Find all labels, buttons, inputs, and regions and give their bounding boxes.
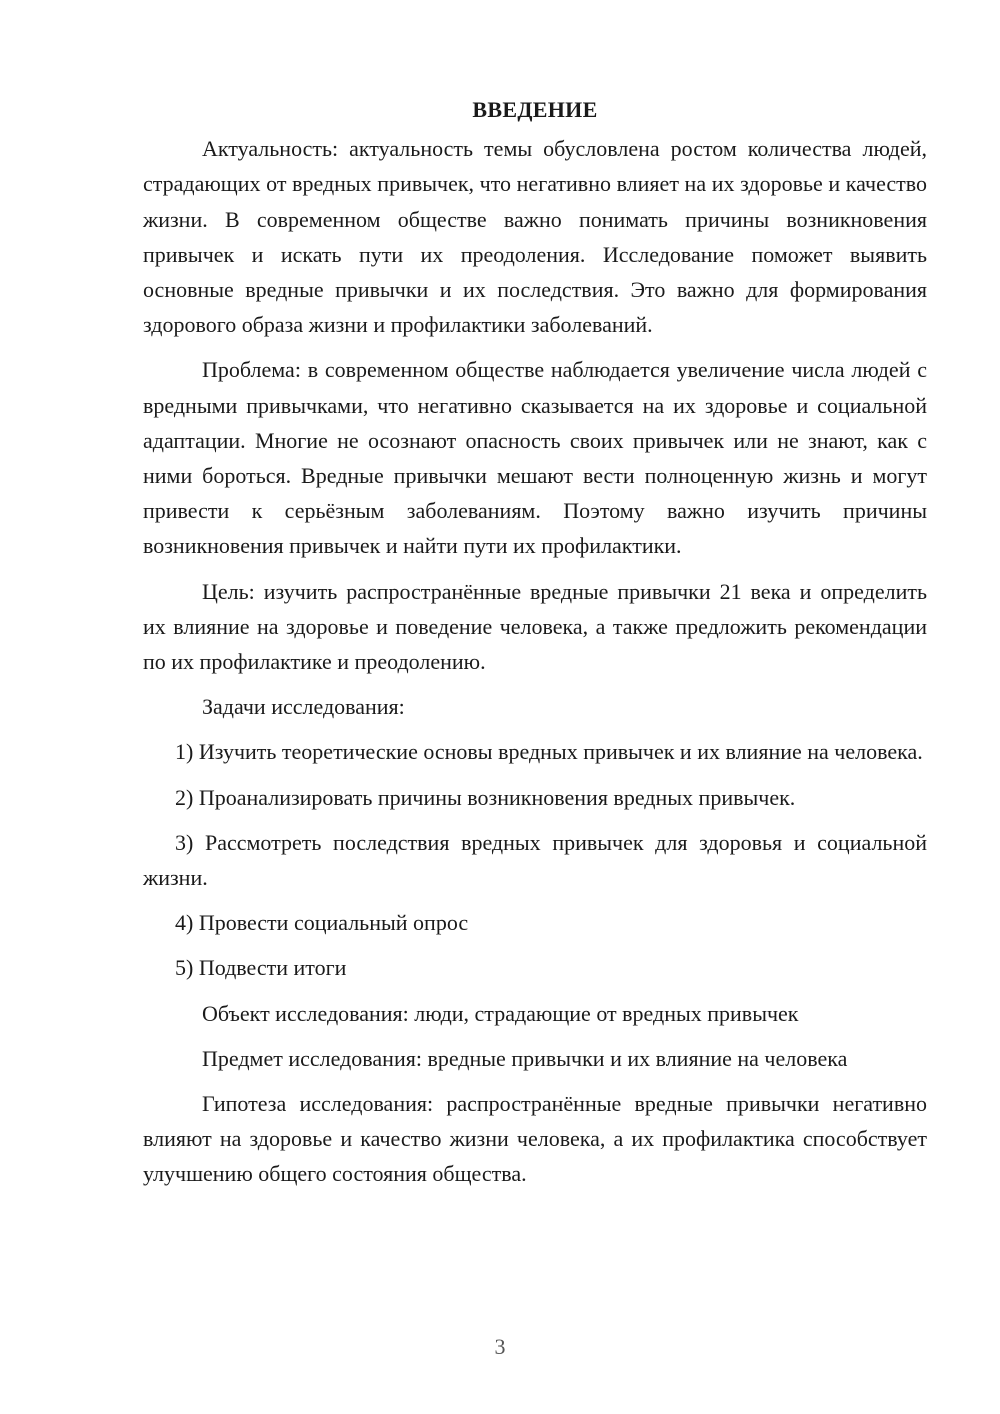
task-item-5: 5) Подвести итоги [175, 955, 347, 981]
subject-paragraph: Предмет исследования: вредные привычки и их влияние на человека [202, 1045, 848, 1071]
task-item-2: 2) Проанализировать причины возникновения вредных привычек. [175, 784, 796, 810]
object-paragraph: Объект исследования: люди, страдающие от вредных привычек [202, 1000, 799, 1026]
page-number: 3 [494, 1334, 506, 1359]
task-item-1: 1) Изучить теоретические основы вредных привычек и их влияние на человека. [175, 739, 923, 765]
hypothesis-paragraph: Гипотеза исследования: распространённые вредные привычки негативно влияют на здоровье и качество жизни человека, а их профилактика способствует улучшению общего состояния общества. [143, 1091, 927, 1187]
section-title: ВВЕДЕНИЕ [472, 97, 598, 122]
tasks-heading: Задачи исследования: [202, 694, 405, 720]
problem-paragraph: Проблема: в современном обществе наблюдается увеличение числа людей с вредными привычками, что негативно сказывается на их здоровье и социальной адаптации. Многие не осознают опасность своих привычек или не знают, как с ними бороться. Вредные привычки мешают вести полноценную жизнь и могут привести к серьёзным заболеваниям. Поэтому важно изучить причины возникновения привычек и найти пути их профилактики. [143, 357, 927, 559]
goal-paragraph: Цель: изучить распространённые вредные привычки 21 века и определить их влияние на здоровье и поведение человека, а также предложить рекомендации по их профилактике и преодолению. [143, 578, 927, 675]
task-item-3: 3) Рассмотреть последствия вредных привычек для здоровья и социальной жизни. [143, 829, 927, 891]
document-page [143, 92, 927, 1202]
relevance-paragraph: Актуальность: актуальность темы обусловлена ростом количества людей, страдающих от вредных привычек, что негативно влияет на их здоровье и качество жизни. В современном обществе важно понимать причины возникновения привычек и искать пути их преодоления. Исследование поможет выявить основные вредные привычки и их последствия. Это важно для формирования здорового образа жизни и профилактики заболеваний. [143, 136, 927, 338]
task-item-4: 4) Провести социальный опрос [175, 910, 469, 936]
